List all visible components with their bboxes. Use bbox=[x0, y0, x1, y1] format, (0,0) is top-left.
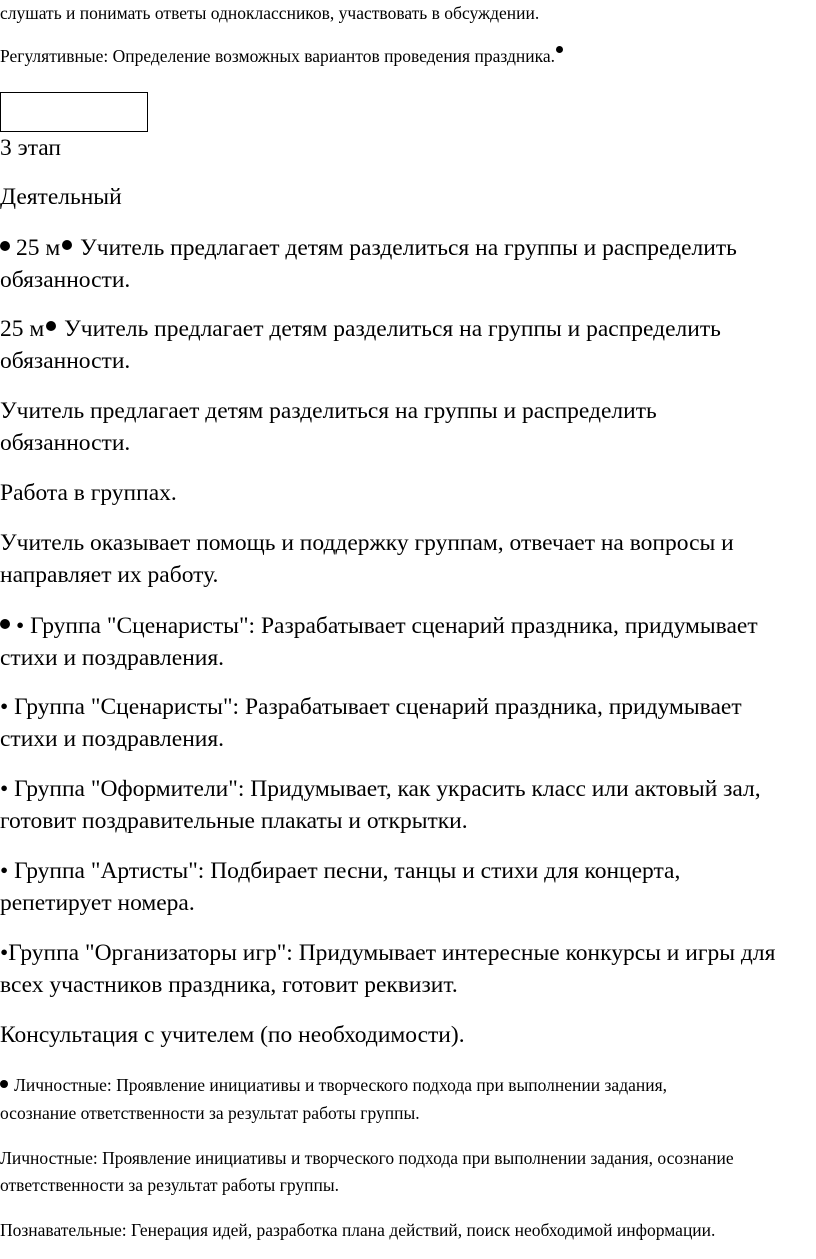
text-span: • Группа "Сценаристы": Разрабатывает сценарий праздника, придумывает bbox=[0, 694, 742, 720]
list-item bbox=[0, 691, 742, 723]
text-line bbox=[0, 427, 130, 459]
list-item bbox=[0, 610, 758, 642]
text-span: направляет их работу. bbox=[0, 562, 219, 588]
text-line bbox=[0, 232, 737, 264]
text-line bbox=[0, 1218, 715, 1242]
text-span: Личностные: Проявление инициативы и творческого подхода при выполнении задания, осознание bbox=[0, 1148, 734, 1168]
list-item bbox=[0, 937, 775, 969]
text-span: •Группа "Организаторы игр": Придумывает интересные конкурсы и игры для bbox=[0, 940, 776, 966]
text-span: стихи и поздравления. bbox=[0, 726, 225, 752]
text-span: обязанности. bbox=[0, 430, 131, 456]
text-span: обязанности. bbox=[0, 267, 131, 293]
text-line bbox=[0, 969, 458, 1001]
empty-box bbox=[0, 92, 148, 132]
text-line bbox=[0, 477, 177, 509]
stage-title bbox=[0, 181, 122, 213]
text-span: Личностные: Проявление инициативы и творческого подхода при выполнении задания, bbox=[14, 1075, 668, 1095]
bullet-icon bbox=[62, 240, 72, 250]
text-span: • Группа "Сценаристы": Разрабатывает сценарий праздника, придумывает bbox=[16, 613, 758, 639]
text-span: слушать и понимать ответы одноклассников, участвовать в обсуждении. bbox=[0, 3, 540, 23]
text-line bbox=[0, 1173, 339, 1197]
text-line bbox=[0, 642, 224, 674]
text-span: Познавательные: Генерация идей, разработка плана действий, поиск необходимой информации. bbox=[0, 1220, 716, 1240]
text-span: • Группа "Артисты": Подбирает песни, танцы и стихи для концерта, bbox=[0, 858, 681, 884]
text-line bbox=[0, 264, 130, 296]
text-span: Учитель оказывает помощь и поддержку группам, отвечает на вопросы и bbox=[0, 530, 734, 556]
bullet-icon bbox=[556, 46, 563, 53]
text-span: репетирует номера. bbox=[0, 890, 195, 916]
text-span: ответственности за результат работы группы. bbox=[0, 1175, 339, 1195]
text-line bbox=[0, 559, 218, 591]
text-span: • Группа "Оформители": Придумывает, как украсить класс или актовый зал, bbox=[0, 776, 761, 802]
text-span: стихи и поздравления. bbox=[0, 645, 225, 671]
bullet-icon bbox=[0, 1080, 8, 1088]
text-line bbox=[0, 1019, 465, 1051]
list-item bbox=[0, 773, 761, 805]
text-span: Деятельный bbox=[0, 184, 122, 210]
text-line bbox=[0, 805, 468, 837]
text-line bbox=[0, 527, 734, 559]
text-line bbox=[0, 1073, 667, 1097]
text-line bbox=[0, 313, 721, 345]
text-line bbox=[0, 395, 657, 427]
text-span: всех участников праздника, готовит реквизит. bbox=[0, 972, 458, 998]
stage-number bbox=[0, 132, 61, 164]
bullet-icon bbox=[0, 619, 10, 629]
text-span: 25 м bbox=[16, 235, 61, 261]
text-line bbox=[0, 1, 539, 25]
text-span: Учитель предлагает детям разделиться на группы и распределить bbox=[64, 316, 721, 342]
text-line bbox=[0, 345, 130, 377]
text-span: обязанности. bbox=[0, 348, 131, 374]
text-span: готовит поздравительные плакаты и открытки. bbox=[0, 808, 468, 834]
text-span: Консультация с учителем (по необходимости). bbox=[0, 1022, 465, 1048]
bullet-icon bbox=[46, 321, 56, 331]
text-span: Учитель предлагает детям разделиться на группы и распределить bbox=[0, 398, 657, 424]
list-item bbox=[0, 855, 680, 887]
text-span: 25 м bbox=[0, 316, 45, 342]
text-span: 3 этап bbox=[0, 135, 61, 161]
text-line bbox=[0, 1146, 734, 1170]
bullet-icon bbox=[0, 241, 10, 251]
text-span: Работа в группах. bbox=[0, 480, 177, 506]
text-line bbox=[0, 887, 195, 919]
text-line bbox=[0, 723, 224, 755]
text-line bbox=[0, 1101, 420, 1125]
text-span: Учитель предлагает детям разделиться на группы и распределить bbox=[80, 235, 737, 261]
text-span: осознание ответственности за результат работы группы. bbox=[0, 1103, 420, 1123]
text-span: Регулятивные: Определение возможных вариантов проведения праздника. bbox=[0, 46, 555, 66]
text-line bbox=[0, 44, 563, 68]
